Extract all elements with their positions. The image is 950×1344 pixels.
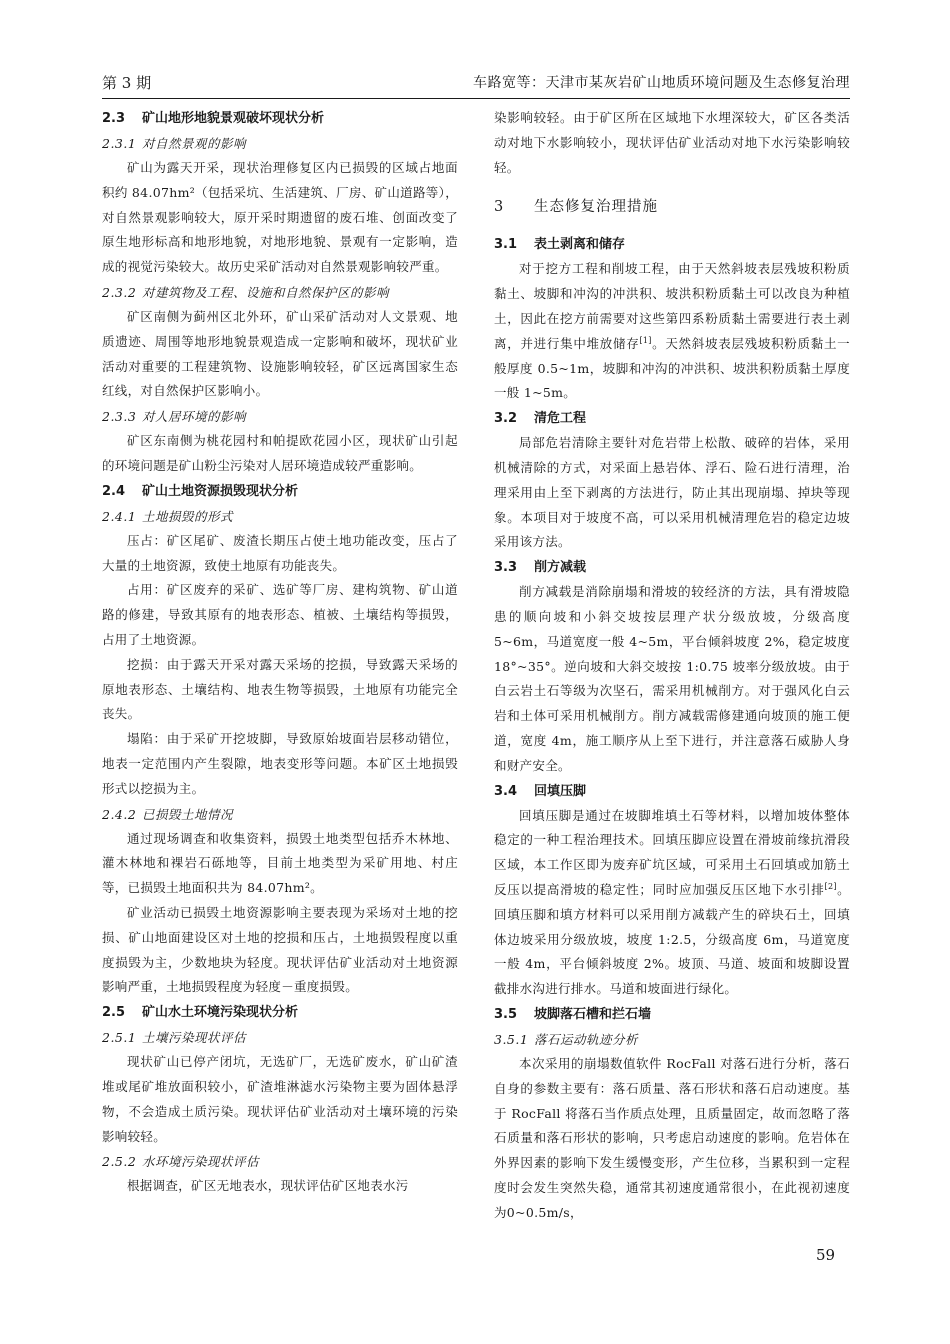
section-heading-3-5: 3.5 坡脚落石槽和拦石墙 bbox=[494, 1006, 652, 1022]
subsection-heading-2-4-2: 2.4.2 已损毁土地情况 bbox=[102, 806, 234, 822]
paragraph: 削方减载是消除崩塌和滑坡的较经济的方法，具有滑坡隐患的顺向坡和小斜交坡按层理产状分级放坡，分级高度 5~6m，马道宽度一般 4~5m，平台倾斜坡度 2%，稳定坡度 18°~35°。逆向坡和大斜交坡按 1:0.75 坡率分级放坡。由于白云岩土石等级为次坚石，需采用机械削方。对于强风化白云岩和土体可采用机械削方。削方减载需修建通向坡顶的施工便道，宽度 4m，施工顺序从上至下进行，并注意落石威胁人身和财产安全。 bbox=[494, 584, 850, 773]
running-title: 车路宽等：天津市某灰岩矿山地质环境问题及生态修复治理 bbox=[473, 75, 850, 91]
paragraph-continued: 染影响较轻。由于矿区所在区域地下水埋深较大，矿区各类活动对地下水影响较小，现状评估矿业活动对地下水污染影响较轻。 bbox=[494, 110, 850, 175]
paragraph: 矿业活动已损毁土地资源影响主要表现为采场对土地的挖损、矿山地面建设区对土地的挖损和压占，土地损毁程度以重度损毁为主，少数地块为轻度。现状评估矿业活动对土地资源影响严重，土地损毁程度为轻度－重度损毁。 bbox=[102, 904, 458, 995]
subsection-heading-3-5-1: 3.5.1 落石运动轨迹分析 bbox=[494, 1031, 639, 1047]
left-column bbox=[102, 106, 458, 1199]
subsection-heading-2-3-3: 2.3.3 对人居环境的影响 bbox=[102, 409, 247, 425]
paragraph: 本次采用的崩塌数值软件 RocFall 对落石进行分析，落石自身的参数主要有：落石质量、落石形状和落石启动速度。基于 RocFall 将落石当作质点处理，且质量固定，故而忽略了落石质量和落石形状的影响，只考虑启动速度的影响。危岩体在外界因素的影响下发生缓慢变形，产生位移，当累积到一定程度时会发生突然失稳，通常其初速度通常很小，在此视初速度为0~0.5m/s， bbox=[494, 1055, 850, 1220]
right-column bbox=[494, 106, 850, 1225]
paragraph: 压占：矿区尾矿、废渣长期压占使土地功能改变，压占了大量的土地资源，致使土地原有功能丧失。 bbox=[102, 532, 458, 573]
section-heading-2-3: 2.3 矿山地形地貌景观破坏现状分析 bbox=[102, 111, 325, 126]
section-heading-2-4: 2.4 矿山土地资源损毁现状分析 bbox=[102, 483, 299, 499]
section-heading-3-1: 3.1 表土剥离和储存 bbox=[494, 237, 626, 253]
subsection-heading-2-3-1: 2.3.1 对自然景观的影响 bbox=[102, 136, 247, 151]
citation-1[interactable]: [1] bbox=[639, 335, 652, 345]
paragraph: 矿区东南侧为桃花园村和帕提欧花园小区，现状矿山引起的环境问题是矿山粉尘污染对人居环境造成较严重影响。 bbox=[102, 433, 458, 473]
section-heading-3-4: 3.4 回填压脚 bbox=[494, 783, 587, 799]
section-heading-3-3: 3.3 削方减载 bbox=[494, 560, 587, 576]
paragraph: 局部危岩清除主要针对危岩带上松散、破碎的岩体，采用机械清除的方式，对采面上悬岩体、浮石、险石进行清理，治理采用由上至下剥离的方法进行，防止其出现崩塌、掉块等现象。本项目对于坡度不高，可以采用机械清理危岩的稳定边坡采用该方法。 bbox=[494, 435, 850, 550]
paragraph: 矿山为露天开采，现状治理修复区内已损毁的区域占地面积约 84.07hm²（包括采坑、生活建筑、厂房、矿山道路等），对自然景观影响较大，原开采时期遗留的废石堆、创面改变了原生地形标高和地形地貌，对地形地貌、景观有一定影响，造成的视觉污染较大。故历史采矿活动对自然景观影响较严重。 bbox=[102, 160, 458, 275]
paragraph: 矿区南侧为蓟州区北外环，矿山采矿活动对人文景观、地质遗迹、周围等地形地貌景观造成一定影响和破坏，现状矿业活动对重要的工程建筑物、设施影响较轻，矿区远离国家生态红线，对自然保护区影响小。 bbox=[102, 308, 458, 399]
paragraph: 根据调查，矿区无地表水，现状评估矿区地表水污 bbox=[127, 1178, 409, 1194]
paragraph: 通过现场调查和收集资料，损毁土地类型包括乔木林地、灌木林地和裸岩石砾地等，目前土地类型为采矿用地、村庄等，已损毁土地面积共为 84.07hm²。 bbox=[102, 830, 458, 896]
paragraph: 现状矿山已停产闭坑，无选矿厂，无选矿废水，矿山矿渣堆或尾矿堆放面积较小，矿渣堆淋滤水污染物主要为固体悬浮物，不会造成土质污染。现状评估矿业活动对土壤环境的污染影响较轻。 bbox=[102, 1054, 458, 1144]
subsection-heading-2-5-2: 2.5.2 水环境污染现状评估 bbox=[102, 1154, 260, 1170]
citation-2[interactable]: [2] bbox=[824, 881, 837, 891]
subsection-heading-2-5-1: 2.5.1 土壤污染现状评估 bbox=[102, 1030, 247, 1046]
section-heading-2-5: 2.5 矿山水土环境污染现状分析 bbox=[102, 1005, 299, 1021]
paragraph: 占用：矿区废弃的采矿、选矿等厂房、建构筑物、矿山道路的修建，导致其原有的地表形态、植被、土壤结构等损毁，占用了土地资源。 bbox=[102, 582, 458, 647]
issue-label: 第 3 期 bbox=[102, 74, 152, 92]
section-heading-3-2: 3.2 清危工程 bbox=[494, 411, 587, 427]
paragraph: 挖损：由于露天开采对露天采场的挖损，导致露天采场的原地表形态、土壤结构、地表生物等损毁，土地原有功能完全丧失。 bbox=[102, 656, 458, 722]
paragraph: 对于挖方工程和削坡工程，由于天然斜坡表层残坡积粉质黏土、坡脚和冲沟的冲洪积、坡洪积粉质黏土可以改良为种植土，因此在挖方前需要对这些第四系粉质黏土需要进行表土剥离，并进行集中堆放储存[1]。天然斜坡表层残坡积粉质黏土一般厚度 0.5~1m，坡脚和冲沟的冲洪积、坡洪积粉质黏土厚度一般 1~5m。 bbox=[494, 261, 850, 401]
subsection-heading-2-4-1: 2.4.1 土地损毁的形式 bbox=[102, 508, 234, 524]
page-number: 59 bbox=[816, 1246, 836, 1264]
subsection-heading-2-3-2: 2.3.2 对建筑物及工程、设施和自然保护区的影响 bbox=[102, 284, 390, 300]
paragraph: 回填压脚是通过在坡脚堆填土石等材料，以增加坡体整体稳定的一种工程治理技术。回填压脚应设置在滑坡前缘抗滑段区域，本工作区即为废弃矿坑区域，可采用土石回填或加筋土反压以提高滑坡的稳定性；同时应加强反压区地下水引排[2]。回填压脚和填方材料可以采用削方减载产生的碎块石土，回填体边坡采用分级放坡，坡度 1:2.5，分级高度 6m，马道宽度一般 4m，平台倾斜坡度 2%。坡顶、马道、坡面和坡脚设置截排水沟进行排水。马道和坡面进行绿化。 bbox=[494, 807, 850, 997]
chapter-heading-3: 3 生态修复治理措施 bbox=[494, 199, 658, 216]
paragraph: 塌陷：由于采矿开挖坡脚，导致原始坡面岩层移动错位，地表一定范围内产生裂隙，地表变形等问题。本矿区土地损毁形式以挖损为主。 bbox=[102, 731, 458, 796]
header-rule bbox=[102, 98, 850, 99]
